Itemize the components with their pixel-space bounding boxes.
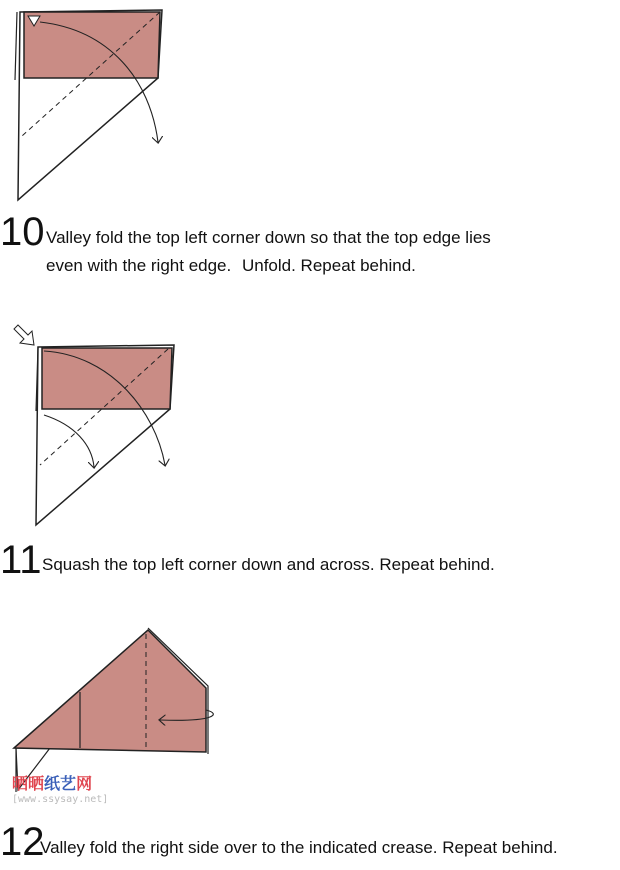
watermark-char: 晒 (12, 774, 29, 793)
colored-flap (24, 12, 160, 78)
watermark-title (12, 774, 132, 794)
step11-diagram (0, 315, 220, 530)
watermark-char: 晒 (28, 774, 45, 793)
step-instruction-line1: Valley fold the top left corner down so that the top edge lies (46, 228, 491, 247)
step-instruction-line2: even with the right edge. (46, 256, 232, 275)
watermark-char: 纸 (44, 774, 61, 793)
step-number: 11 (0, 538, 42, 582)
squash-arrow-icon (14, 325, 34, 345)
step-instruction: Squash the top left corner down and across. Repeat behind. (42, 555, 495, 574)
step-number: 10 (0, 210, 45, 254)
colored-flap (42, 348, 172, 409)
step-number: 12 (0, 820, 45, 864)
step-instruction: Valley fold the right side over to the indicated crease. Repeat behind. (40, 838, 558, 857)
step-instruction (46, 224, 616, 280)
watermark-char: 网 (76, 774, 93, 793)
colored-flap (14, 630, 206, 752)
watermark-url: [www.ssysay.net] (12, 794, 109, 805)
watermark (12, 774, 132, 806)
step10-diagram (0, 0, 220, 205)
step-instruction-extra: Unfold. Repeat behind. (241, 256, 416, 275)
watermark-char: 艺 (60, 774, 77, 793)
